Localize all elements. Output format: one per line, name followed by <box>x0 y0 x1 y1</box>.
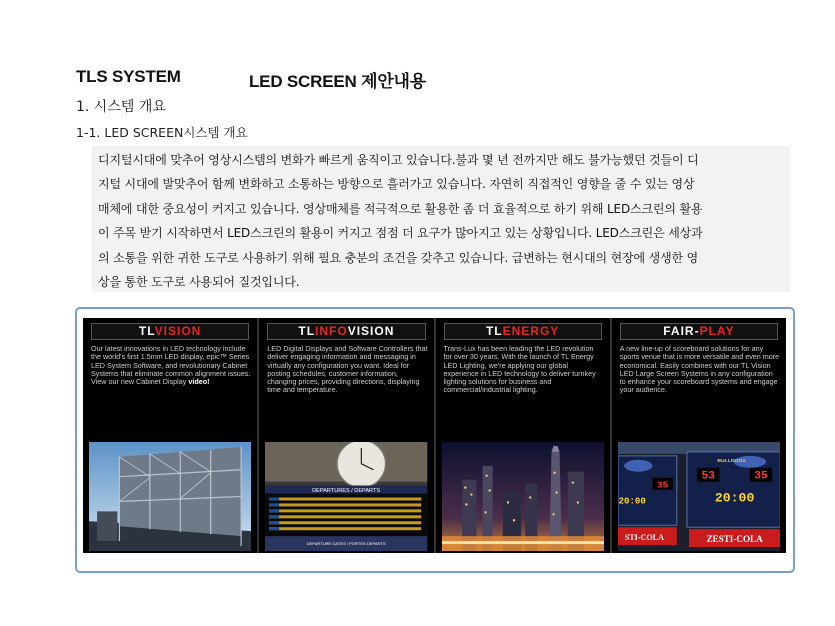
led-wall-construction-photo <box>89 442 251 551</box>
svg-text:ZESTI-COLA: ZESTI-COLA <box>706 534 763 545</box>
overview-line: 매체에 대한 중요성이 커지고 있습니다. 영상매체를 적극적으로 활용한 좀 더 효율적으로 하기 위해 LED스크린의 활용 <box>98 201 703 216</box>
overview-line: 디지털시대에 맞추어 영상시스템의 변화가 빠르게 움직이고 있습니다.불과 몇 년 전까지만 해도 불가능했던 것들이 디 <box>98 153 699 167</box>
svg-text:DEPARTURE GATES / PORTES DEPAR: DEPARTURE GATES / PORTES DEPARTS <box>306 541 386 547</box>
city-night-photo <box>442 442 604 551</box>
overview-line: 이 주목 받기 시작하면서 LED스크린의 활용이 커지고 점점 더 요구가 많아지고 있는 상황입니다. LED스크린은 세상과 <box>98 226 703 241</box>
overview-text-box <box>92 146 790 292</box>
overview-line: 의 소통을 위한 귀한 도구로 사용하기 위해 필요 충분의 조건을 갖추고 있습니다. 급변하는 현시대의 현장에 생생한 영 <box>98 250 699 265</box>
panel-tl-energy <box>436 318 612 553</box>
svg-text:35: 35 <box>754 470 768 483</box>
svg-text:BULLDOGS: BULLDOGS <box>717 457 746 464</box>
fair-play-description: A new line-up of scoreboard solutions for any sports venue that is more versatile and even more economical. Easily combines with our TL Vision LED Large Screen Systems in any configuration to enhance your scoreboard systems and engage your audience. <box>619 344 780 395</box>
product-image-frame <box>75 307 795 573</box>
tl-infovision-logo: TLINFOVISION <box>267 323 425 340</box>
tl-energy-description: Trans-Lux has been leading the LED revolution for over 30 years. With the launch of TL Energy LED Lighting, we're applying our global experience in LED technology to deliver turnkey lighting solutions for business and commercial/industrial lighting. <box>443 344 596 395</box>
departure-board-photo <box>265 442 427 551</box>
svg-text:20:00: 20:00 <box>618 495 646 507</box>
svg-text:STI-COLA: STI-COLA <box>624 533 664 543</box>
svg-text:DEPARTURES / DEPARTS: DEPARTURES / DEPARTS <box>312 488 381 495</box>
svg-text:20:00: 20:00 <box>714 490 755 506</box>
panel-fair-play <box>612 318 786 553</box>
fair-play-logo: FAIR-PLAY <box>620 323 778 340</box>
overview-line: 상을 통한 도구로 사용되어 질것입니다. <box>98 275 300 290</box>
svg-text:35: 35 <box>656 479 668 491</box>
tl-vision-logo: TLVISION <box>91 323 249 340</box>
overview-line: 지털 시대에 발맞추어 함께 변화하고 소통하는 방향으로 흘러가고 있습니다. 자연히 직접적인 영향을 줄 수 있는 영상 <box>98 177 695 192</box>
document-header <box>76 67 426 91</box>
document-title: LED SCREEN 제안내용 <box>249 72 426 91</box>
product-banner <box>83 318 786 553</box>
panel-tl-vision <box>83 318 259 553</box>
section-heading-1: 1. 시스템 개요 <box>76 99 166 115</box>
section-heading-1-1: 1-1. LED SCREEN시스템 개요 <box>76 125 248 140</box>
panel-tl-infovision <box>259 318 435 553</box>
svg-text:53: 53 <box>701 470 715 483</box>
scoreboard-photo <box>618 442 780 551</box>
tl-vision-description: Our latest innovations in LED technology include the world's first 1.5mm LED display, epic™ Series LED System Software, and revolutionary Cabinet Systems that eliminate common alignment issues. View our new Cabinet Display video! <box>91 344 251 387</box>
tl-energy-logo: TLENERGY <box>444 323 602 340</box>
tl-infovision-description: LED Digital Displays and Software Controllers that deliver engaging information and messaging in virtually any configuration you want. Ideal for posting schedules, customer information, changing prices, providing directions, displaying time and temperature. <box>267 344 428 395</box>
company-name: TLS SYSTEM <box>76 67 181 86</box>
